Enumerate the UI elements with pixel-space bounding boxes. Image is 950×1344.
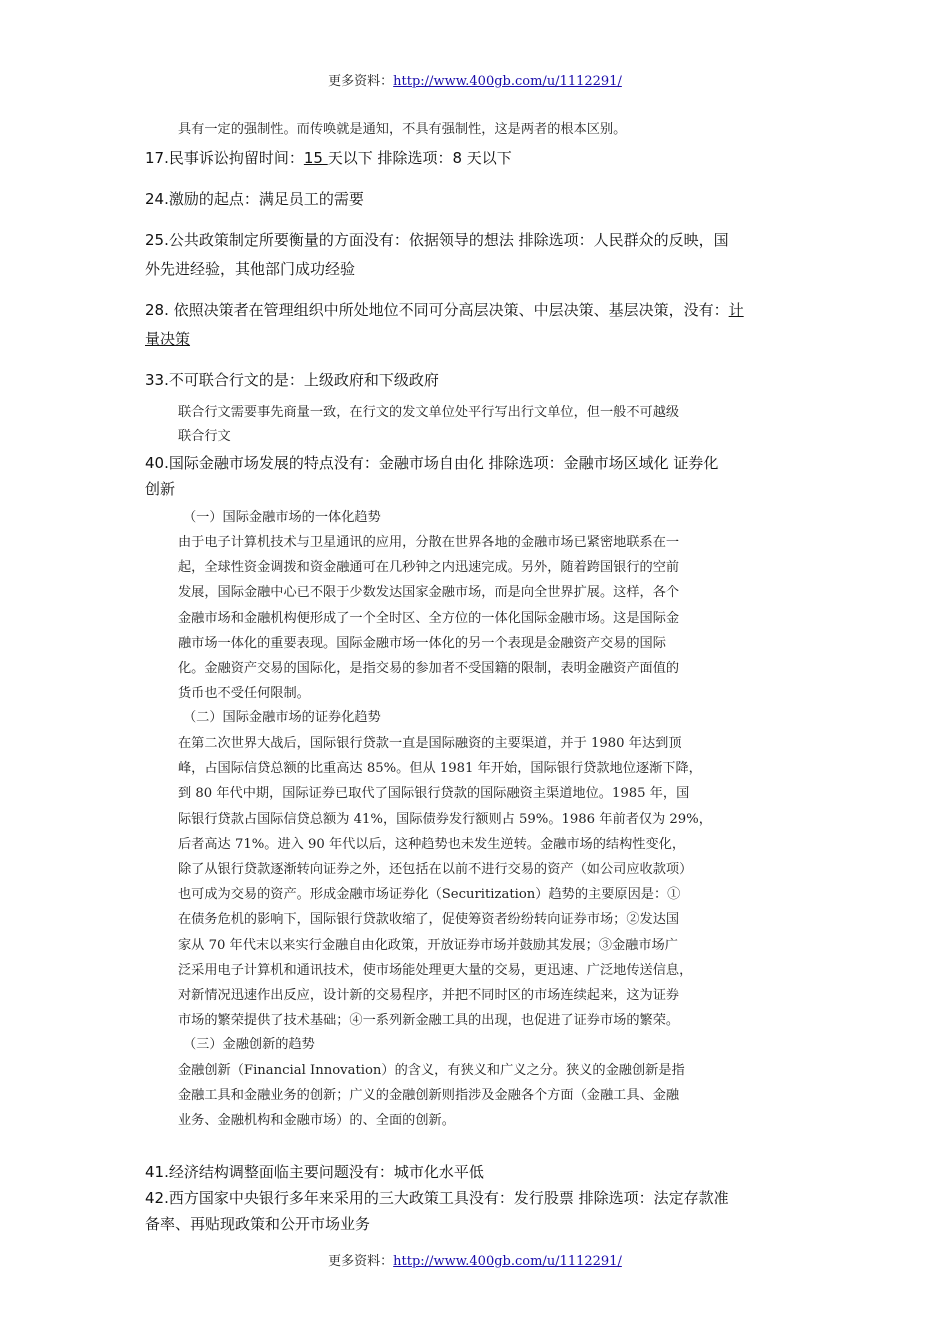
section1-title: （一）国际金融市场的一体化趋势 (183, 509, 381, 525)
section2-line: 际银行贷款占国际信贷总额为 41%，国际债券发行额则占 59%。1986 年前者仅为 29%， (178, 811, 712, 827)
q28-line2 (145, 325, 810, 354)
q17-suffix: 天以下 排除选项：8 天以下 (327, 148, 512, 167)
footer-link[interactable]: http://www.400gb.com/u/1112291/ (393, 1254, 622, 1269)
section1-body (145, 530, 810, 706)
q40-line2: 创新 (145, 479, 176, 498)
section2-line: 到 80 年代中期，国际证券已取代了国际银行贷款的国际融资主渠道地位。1985 年，国 (178, 786, 690, 802)
section2-line: 峰，占国际信贷总额的比重高达 85%。但从 1981 年开始，国际银行贷款地位逐渐下降， (178, 761, 702, 777)
q25-line1: 25.公共政策制定所要衡量的方面没有：依据领导的想法 排除选项：人民群众的反映，国 (145, 230, 729, 249)
header-label: 更多资料： (328, 74, 394, 89)
section1-line: 发展，国际金融中心已不限于少数发达国家金融市场，而是向全世界扩展。这样，各个 (178, 585, 680, 601)
section3-line: 金融工具和金融业务的创新；广义的金融创新则指涉及金融各个方面（金融工具、金融 (178, 1088, 680, 1104)
q28-line1-underlined: 计 (728, 300, 744, 319)
page-header (0, 70, 950, 89)
section2-line: 在债务危机的影响下，国际银行贷款收缩了，促使筹资者纷纷转向证券市场；②发达国 (178, 912, 680, 928)
q33-note-line1: 联合行文需要事先商量一致，在行文的发文单位处平行写出行文单位，但一般不可越级 (178, 404, 680, 420)
section2-line: 市场的繁荣提供了技术基础；④一系列新金融工具的出现，也促进了证券市场的繁荣。 (178, 1013, 680, 1029)
section3-line: 业务、金融机构和金融市场）的、全面的创新。 (178, 1113, 455, 1129)
section2-line: 泛采用电子计算机和通讯技术，使市场能处理更大量的交易，更迅速、广泛地传送信息， (178, 962, 693, 978)
question-40 (145, 450, 810, 502)
section2-line: 除了从银行贷款逐渐转向证券之外，还包括在以前不进行交易的资产（如公司应收款项） (178, 861, 693, 877)
section2-line: 对新情况迅速作出反应，设计新的交易程序，并把不同时区的市场连续起来，这为证券 (178, 987, 680, 1003)
document-body (145, 118, 810, 1237)
question-17 (145, 144, 810, 173)
q25-line2: 外先进经验，其他部门成功经验 (145, 259, 356, 278)
section2-line: 家从 70 年代末以来实行金融自由化政策，开放证券市场并鼓励其发展；③金融市场广 (178, 937, 678, 953)
question-33: 33.不可联合行文的是：上级政府和下级政府 (145, 370, 439, 389)
section1-line: 化。金融资产交易的国际化，是指交易的参加者不受国籍的限制，表明金融资产面值的 (178, 661, 680, 677)
intro-note: 具有一定的强制性。而传唤就是通知，不具有强制性，这是两者的根本区别。 (178, 122, 627, 137)
section3-line: 金融创新（Financial Innovation）的含义，有狭义和广义之分。狭义的金融创新是指 (178, 1062, 685, 1078)
section1-line: 融市场一体化的重要表现。国际金融市场一体化的另一个表现是金融资产交易的国际 (178, 635, 666, 651)
section3-body (145, 1058, 810, 1134)
header-link[interactable]: http://www.400gb.com/u/1112291/ (393, 74, 622, 89)
question-42 (145, 1185, 810, 1237)
q28-line2-underlined: 量决策 (145, 329, 191, 348)
footer-label: 更多资料： (328, 1254, 394, 1269)
q17-underlined: 15 (303, 148, 328, 167)
question-25 (145, 226, 810, 284)
section3-title: （三）金融创新的趋势 (183, 1037, 315, 1053)
q33-note (145, 401, 810, 450)
q28-line1 (145, 296, 810, 325)
section2-body (145, 731, 810, 1033)
q17-prefix: 17.民事诉讼拘留时间： (145, 148, 304, 167)
question-41: 41.经济结构调整面临主要问题没有：城市化水平低 (145, 1163, 484, 1182)
q28-line1-prefix: 28. 依照决策者在管理组织中所处地位不同可分高层决策、中层决策、基层决策，没有： (145, 300, 729, 319)
section2-line: 在第二次世界大战后，国际银行贷款一直是国际融资的主要渠道，并于 1980 年达到顶 (178, 735, 682, 751)
section1-line: 由于电子计算机技术与卫星通讯的应用，分散在世界各地的金融市场已紧密地联系在一 (178, 535, 680, 550)
q40-line1: 40.国际金融市场发展的特点没有：金融市场自由化 排除选项：金融市场区域化 证券化 (145, 453, 719, 472)
page-footer (0, 1250, 950, 1269)
section2-line: 也可成为交易的资产。形成金融市场证券化（Securitization）趋势的主要原因是：① (178, 887, 681, 903)
question-24: 24.激励的起点：满足员工的需要 (145, 189, 364, 208)
section2-title: （二）国际金融市场的证券化趋势 (183, 710, 381, 726)
section2-line: 后者高达 71%。进入 90 年代以后，这种趋势也未发生逆转。金融市场的结构性变化， (178, 836, 686, 852)
question-28 (145, 296, 810, 354)
section1-line: 起，全球性资金调拨和资金融通可在几秒钟之内迅速完成。另外，随着跨国银行的空前 (178, 560, 680, 576)
q42-line1: 42.西方国家中央银行多年来采用的三大政策工具没有：发行股票 排除选项：法定存款准 (145, 1189, 729, 1208)
q42-line2: 备率、再贴现政策和公开市场业务 (145, 1215, 371, 1234)
section1-line: 金融市场和金融机构便形成了一个全时区、全方位的一体化国际金融市场。这是国际金 (178, 610, 680, 626)
section1-line: 货币也不受任何限制。 (178, 686, 310, 702)
q33-note-line2: 联合行文 (178, 429, 231, 444)
